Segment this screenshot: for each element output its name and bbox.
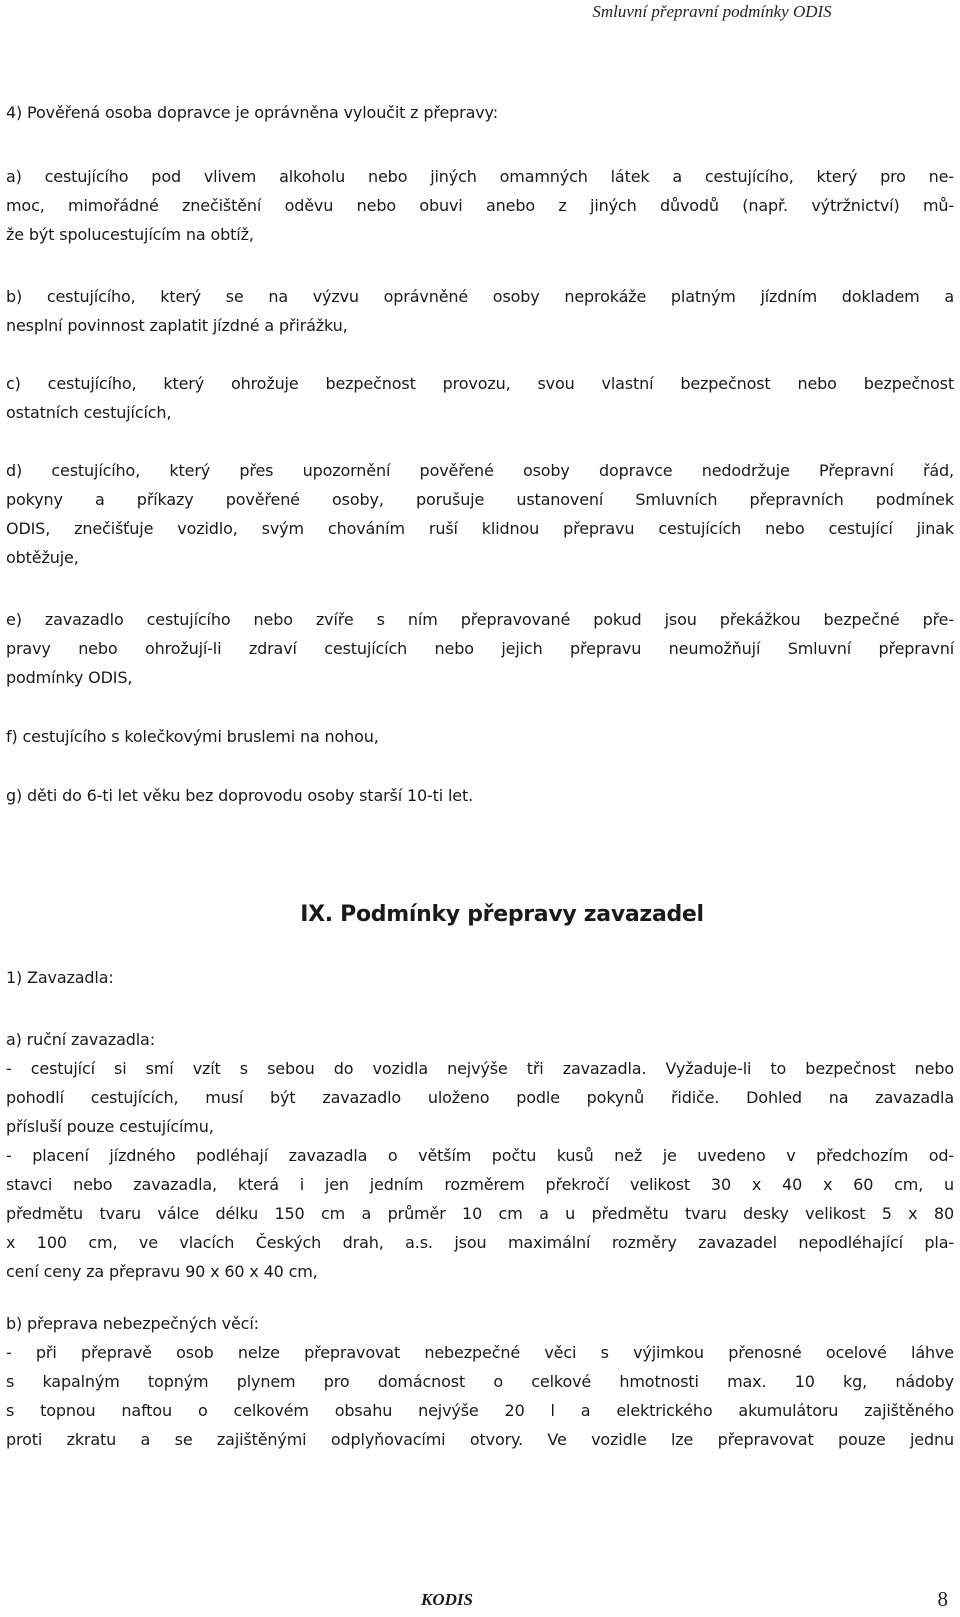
chapter-heading: IX. Podmínky přepravy zavazadel xyxy=(300,902,704,927)
section-4 xyxy=(6,98,954,127)
item-g: g) děti do 6-ti let věku bez doprovodu osoby starší 10-ti let. xyxy=(6,786,474,805)
item-c: c) cestujícího, který ohrožuje bezpečnost provozu, svou vlastní bezpečnost nebo bezpečnost ostatních cestujících, xyxy=(6,374,954,422)
hand-luggage-section: a) ruční zavazadla: - cestující si smí vzít s sebou do vozidla nejvýše tři zavazadla. Vyžaduje-li to bezpečnost nebo pohodlí cestujících, musí být zavazadlo uloženo podle pokynů řidiče. Dohled na zavazadla přísluší pouze cestujícímu, - placení jízdného podléhají zavazadla o větším počtu kusů než je uvedeno v předchozím od- stavci nebo zavazadla, která i jen jedním rozměrem překročí velikost 30 x 40 x 60 cm, u předmětu tvaru válce délku 150 cm a průměr 10 cm a u předmětu tvaru desky velikost 5 x 80 x 100 cm, ve vlacích Českých drah, a.s. jsou maximální rozměry zavazadel nepodléhající pla- cení ceny za přepravu 90 x 60 x 40 cm, xyxy=(6,1025,954,1286)
header-title: Smluvní přepravní podmínky ODIS xyxy=(592,2,832,21)
dangerous-goods-section: b) přeprava nebezpečných věcí: - při přepravě osob nelze přepravovat nebezpečné věci s výjimkou přenosné ocelové láhve s kapalným topným plynem pro domácnost o celkové hmotnosti max. 10 kg, nádoby s topnou naftou o celkovém obsahu nejvýše 20 l a elektrického akumulátoru zajištěného proti zkratu a se zajištěnými odplyňovacími otvory. Ve vozidle lze přepravovat pouze jednu xyxy=(6,1309,954,1454)
item-e: e) zavazadlo cestujícího nebo zvíře s ním přepravované pokud jsou překážkou bezpečné pře- pravy nebo ohrožují-li zdraví cestujících nebo jejich přepravu neumožňují Smluvní přepravní podmínky ODIS, xyxy=(6,610,954,687)
luggage-heading: 1) Zavazadla: xyxy=(6,968,114,987)
page-footer xyxy=(0,1590,960,1610)
footer-label: KODIS xyxy=(421,1590,473,1609)
page-number: 8 xyxy=(937,1587,948,1611)
section-4-intro: 4) Pověřená osoba dopravce je oprávněna vyloučit z přepravy: xyxy=(6,103,498,122)
hand-luggage-heading: a) ruční zavazadla: xyxy=(6,1030,155,1049)
item-d: d) cestujícího, který přes upozornění pověřené osoby dopravce nedodržuje Přepravní řád, pokyny a příkazy pověřené osoby, porušuje ustanovení Smluvních přepravních podmínek ODIS, znečišťuje vozidlo, svým chováním ruší klidnou přepravu cestujících nebo cestující jinak obtěžuje, xyxy=(6,461,954,567)
item-a: a) cestujícího pod vlivem alkoholu nebo jiných omamných látek a cestujícího, který pro ne- moc, mimořádné znečištění oděvu nebo obuvi anebo z jiných důvodů (např. výtržnictví) mů- že být spolucestujícím na obtíž, xyxy=(6,167,954,244)
item-b: b) cestujícího, který se na výzvu oprávněné osoby neprokáže platným jízdním dokladem a nesplní povinnost zaplatit jízdné a přirážku, xyxy=(6,287,954,335)
item-f: f) cestujícího s kolečkovými bruslemi na nohou, xyxy=(6,727,379,746)
dangerous-goods-heading: b) přeprava nebezpečných věcí: xyxy=(6,1314,259,1333)
page-header xyxy=(0,2,960,22)
